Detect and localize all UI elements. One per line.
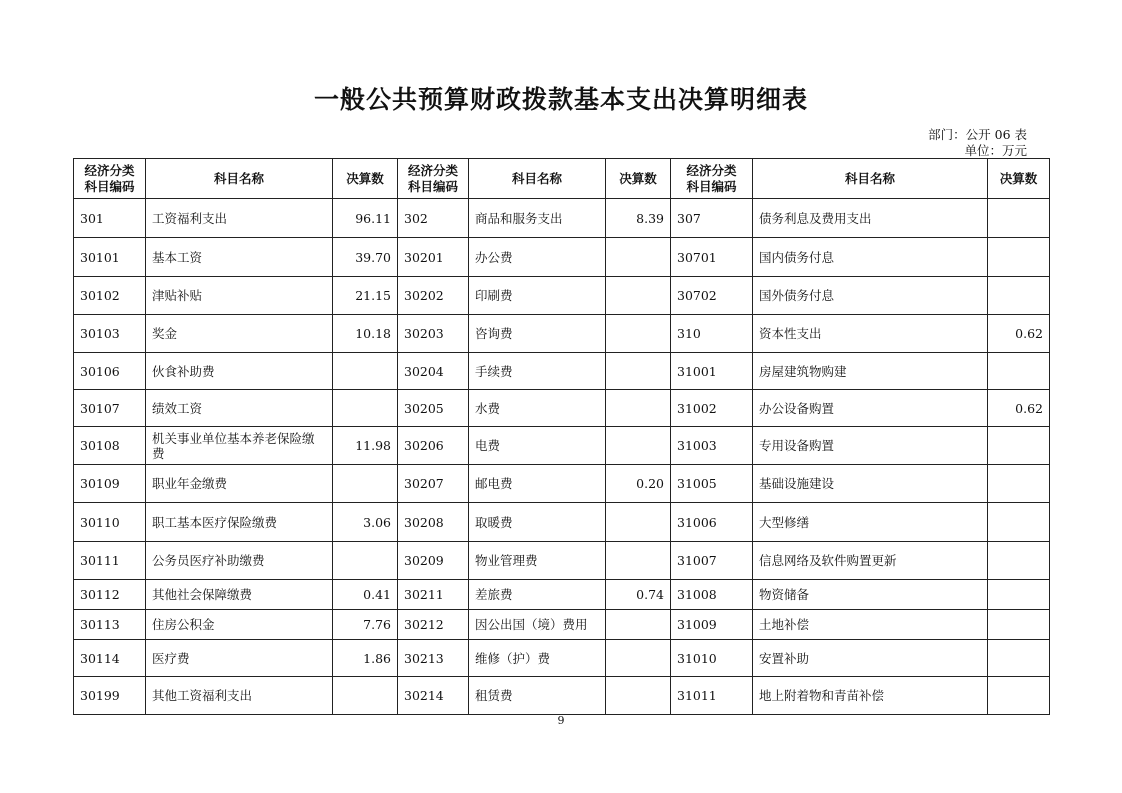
name-cell: 职工基本医疗保险缴费 [146, 503, 333, 542]
page-number: 9 [557, 714, 565, 727]
code-cell: 30213 [398, 640, 469, 677]
code-cell: 30209 [398, 542, 469, 580]
amount-cell [333, 677, 398, 715]
table-row [74, 503, 1050, 542]
name-cell: 国内债务付息 [753, 238, 988, 277]
amount-cell [606, 238, 671, 277]
code-cell: 30211 [398, 580, 469, 610]
amount-cell [988, 199, 1050, 238]
header-code [74, 159, 146, 199]
amount-cell [606, 315, 671, 353]
name-cell: 物资储备 [753, 580, 988, 610]
amount-cell [606, 427, 671, 465]
name-cell: 物业管理费 [469, 542, 606, 580]
table-row [74, 353, 1050, 390]
code-cell: 30103 [74, 315, 146, 353]
name-cell: 伙食补助费 [146, 353, 333, 390]
name-cell: 差旅费 [469, 580, 606, 610]
amount-cell [988, 238, 1050, 277]
code-cell: 30701 [671, 238, 753, 277]
table-row [74, 277, 1050, 315]
name-cell: 手续费 [469, 353, 606, 390]
amount-cell: 8.39 [606, 199, 671, 238]
code-cell: 302 [398, 199, 469, 238]
header-code [398, 159, 469, 199]
code-cell: 310 [671, 315, 753, 353]
budget-table [73, 158, 1050, 715]
name-cell: 土地补偿 [753, 610, 988, 640]
code-cell: 30111 [74, 542, 146, 580]
table-row [74, 580, 1050, 610]
code-cell: 30101 [74, 238, 146, 277]
name-cell: 办公设备购置 [753, 390, 988, 427]
table-row [74, 542, 1050, 580]
amount-cell: 21.15 [333, 277, 398, 315]
table-row [74, 238, 1050, 277]
table-row [74, 677, 1050, 715]
amount-cell [606, 542, 671, 580]
amount-cell [988, 465, 1050, 503]
header-amount: 决算数 [988, 159, 1050, 199]
code-cell: 30114 [74, 640, 146, 677]
amount-cell [606, 390, 671, 427]
amount-cell [606, 353, 671, 390]
code-cell: 31002 [671, 390, 753, 427]
code-cell: 301 [74, 199, 146, 238]
name-cell: 取暖费 [469, 503, 606, 542]
name-cell: 印刷费 [469, 277, 606, 315]
table-header-row [74, 159, 1050, 199]
header-code-label: 经济分类 科目编码 [686, 162, 737, 194]
amount-cell: 96.11 [333, 199, 398, 238]
code-cell: 31001 [671, 353, 753, 390]
name-cell: 房屋建筑物购建 [753, 353, 988, 390]
code-cell: 31011 [671, 677, 753, 715]
name-cell: 国外债务付息 [753, 277, 988, 315]
amount-cell: 0.41 [333, 580, 398, 610]
code-cell: 31005 [671, 465, 753, 503]
amount-cell: 0.74 [606, 580, 671, 610]
table-row [74, 427, 1050, 465]
name-cell: 医疗费 [146, 640, 333, 677]
amount-cell [988, 580, 1050, 610]
name-cell: 基本工资 [146, 238, 333, 277]
name-cell: 其他社会保障缴费 [146, 580, 333, 610]
amount-cell: 1.86 [333, 640, 398, 677]
name-cell: 其他工资福利支出 [146, 677, 333, 715]
table-row [74, 315, 1050, 353]
code-cell: 31008 [671, 580, 753, 610]
name-cell: 基础设施建设 [753, 465, 988, 503]
code-cell: 31009 [671, 610, 753, 640]
amount-cell [988, 640, 1050, 677]
name-cell: 安置补助 [753, 640, 988, 677]
code-cell: 30201 [398, 238, 469, 277]
code-cell: 30212 [398, 610, 469, 640]
amount-cell: 0.20 [606, 465, 671, 503]
code-cell: 30214 [398, 677, 469, 715]
amount-cell [606, 640, 671, 677]
header-name: 科目名称 [753, 159, 988, 199]
code-cell: 30207 [398, 465, 469, 503]
header-amount: 决算数 [333, 159, 398, 199]
name-cell: 大型修缮 [753, 503, 988, 542]
name-cell: 维修（护）费 [469, 640, 606, 677]
amount-cell [333, 390, 398, 427]
name-cell: 邮电费 [469, 465, 606, 503]
name-cell: 住房公积金 [146, 610, 333, 640]
table-row [74, 640, 1050, 677]
header-amount: 决算数 [606, 159, 671, 199]
header-code [671, 159, 753, 199]
amount-cell: 7.76 [333, 610, 398, 640]
table-row [74, 390, 1050, 427]
code-cell: 30113 [74, 610, 146, 640]
code-cell: 31007 [671, 542, 753, 580]
code-cell: 31006 [671, 503, 753, 542]
unit-label: 单位：万元 [964, 143, 1027, 158]
code-cell: 30202 [398, 277, 469, 315]
header-name: 科目名称 [469, 159, 606, 199]
code-cell: 30102 [74, 277, 146, 315]
amount-cell: 11.98 [333, 427, 398, 465]
header-code-label: 经济分类 科目编码 [84, 162, 135, 194]
name-cell: 工资福利支出 [146, 199, 333, 238]
amount-cell [988, 503, 1050, 542]
name-cell: 信息网络及软件购置更新 [753, 542, 988, 580]
amount-cell: 3.06 [333, 503, 398, 542]
amount-cell [606, 610, 671, 640]
table-body [74, 199, 1050, 715]
code-cell: 30199 [74, 677, 146, 715]
name-cell: 绩效工资 [146, 390, 333, 427]
name-cell: 机关事业单位基本养老保险缴费 [146, 427, 333, 465]
name-cell: 津贴补贴 [146, 277, 333, 315]
table-row [74, 199, 1050, 238]
code-cell: 30109 [74, 465, 146, 503]
name-cell: 咨询费 [469, 315, 606, 353]
code-cell: 30206 [398, 427, 469, 465]
amount-cell [988, 610, 1050, 640]
name-cell: 电费 [469, 427, 606, 465]
code-cell: 307 [671, 199, 753, 238]
amount-cell: 10.18 [333, 315, 398, 353]
name-cell: 专用设备购置 [753, 427, 988, 465]
name-cell: 资本性支出 [753, 315, 988, 353]
code-cell: 31010 [671, 640, 753, 677]
amount-cell [333, 353, 398, 390]
name-cell: 地上附着物和青苗补偿 [753, 677, 988, 715]
amount-cell [333, 542, 398, 580]
code-cell: 31003 [671, 427, 753, 465]
table-row [74, 610, 1050, 640]
name-cell: 奖金 [146, 315, 333, 353]
name-cell: 租赁费 [469, 677, 606, 715]
amount-cell: 0.62 [988, 315, 1050, 353]
amount-cell [988, 427, 1050, 465]
amount-cell [606, 503, 671, 542]
code-cell: 30205 [398, 390, 469, 427]
amount-cell [988, 542, 1050, 580]
name-cell: 债务利息及费用支出 [753, 199, 988, 238]
code-cell: 30208 [398, 503, 469, 542]
amount-cell: 39.70 [333, 238, 398, 277]
name-cell: 办公费 [469, 238, 606, 277]
table-row [74, 465, 1050, 503]
code-cell: 30112 [74, 580, 146, 610]
code-cell: 30106 [74, 353, 146, 390]
header-code-label: 经济分类 科目编码 [407, 162, 458, 194]
code-cell: 30204 [398, 353, 469, 390]
code-cell: 30702 [671, 277, 753, 315]
amount-cell [606, 277, 671, 315]
name-cell: 因公出国（境）费用 [469, 610, 606, 640]
header-name: 科目名称 [146, 159, 333, 199]
department-label: 部门：公开 06 表 [928, 127, 1027, 142]
amount-cell [333, 465, 398, 503]
name-cell: 商品和服务支出 [469, 199, 606, 238]
code-cell: 30108 [74, 427, 146, 465]
name-cell: 职业年金缴费 [146, 465, 333, 503]
amount-cell [988, 353, 1050, 390]
amount-cell [606, 677, 671, 715]
code-cell: 30107 [74, 390, 146, 427]
code-cell: 30203 [398, 315, 469, 353]
name-cell: 水费 [469, 390, 606, 427]
name-cell: 公务员医疗补助缴费 [146, 542, 333, 580]
amount-cell: 0.62 [988, 390, 1050, 427]
amount-cell [988, 277, 1050, 315]
amount-cell [988, 677, 1050, 715]
page-title: 一般公共预算财政拨款基本支出决算明细表 [313, 85, 808, 114]
code-cell: 30110 [74, 503, 146, 542]
